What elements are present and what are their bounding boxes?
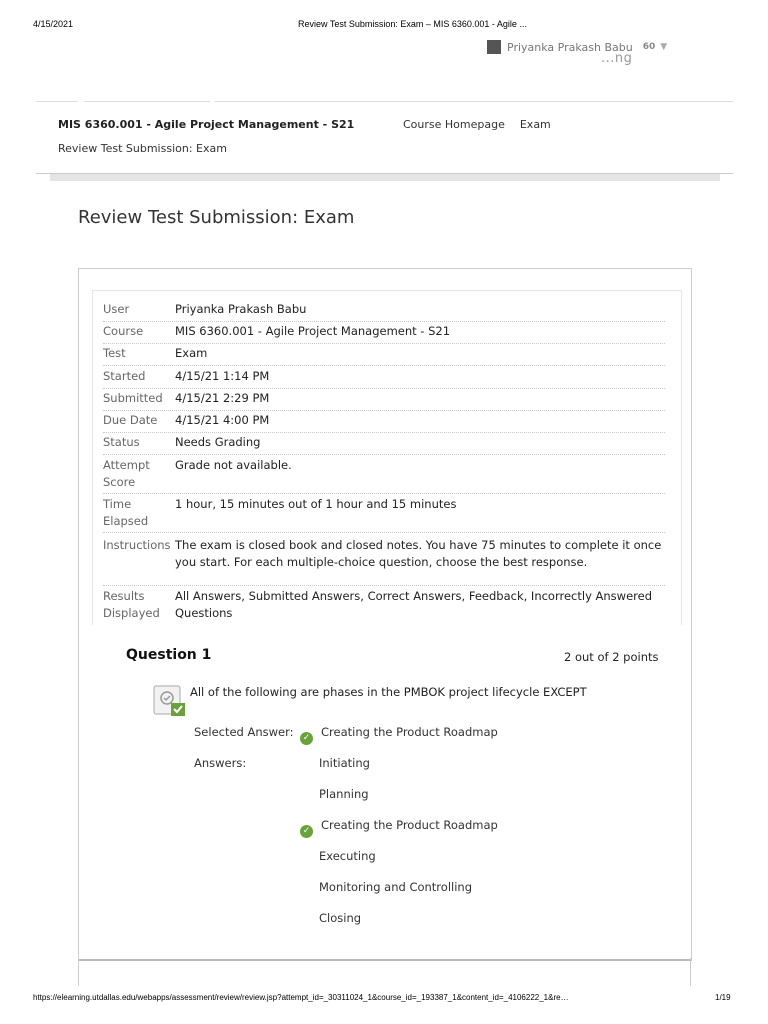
- info-row-status: [103, 434, 665, 455]
- nav-divider: [84, 101, 210, 102]
- info-label: Submitted: [103, 391, 163, 405]
- nav-divider: [215, 101, 733, 102]
- breadcrumb-bar: [50, 173, 720, 181]
- info-value: All Answers, Submitted Answers, Correct Answers, Feedback, Incorrectly Answered Questions: [175, 589, 653, 620]
- info-row-test: [103, 345, 665, 366]
- check-icon: ✓: [300, 825, 313, 838]
- avatar: [487, 40, 501, 54]
- breadcrumb-exam[interactable]: Exam: [519, 118, 551, 131]
- info-value: Exam: [175, 346, 208, 360]
- info-value: Priyanka Prakash Babu: [175, 302, 307, 316]
- info-row-attempt-score: [103, 457, 665, 494]
- info-label: Due Date: [103, 413, 158, 427]
- breadcrumb-current: Review Test Submission: Exam: [58, 142, 227, 155]
- question-container: [80, 626, 689, 956]
- brand-logo: ...ng: [601, 51, 633, 66]
- info-row-course: [103, 323, 665, 344]
- answer-option: Initiating: [319, 756, 370, 770]
- nav-divider: [36, 101, 78, 102]
- info-row-results-displayed: [103, 588, 665, 625]
- check-icon: ✓: [300, 732, 313, 745]
- info-row-time-elapsed: [103, 496, 665, 533]
- info-label: Results Displayed: [103, 589, 160, 620]
- info-value: 1 hour, 15 minutes out of 1 hour and 15 minutes: [175, 497, 457, 511]
- info-value: The exam is closed book and closed notes. You have 75 minutes to complete it once you start. For each multiple-choice question, choose the best response.: [175, 538, 662, 569]
- correct-answer-icon: [153, 684, 186, 717]
- info-value: Grade not available.: [175, 458, 292, 472]
- print-date: 4/15/2021: [33, 19, 74, 29]
- info-value: 4/15/21 2:29 PM: [175, 391, 270, 405]
- page-title: Review Test Submission: Exam: [78, 207, 355, 228]
- selected-answer-value: Creating the Product Roadmap: [321, 725, 498, 739]
- breadcrumb-course[interactable]: MIS 6360.001 - Agile Project Management - S21: [58, 118, 355, 131]
- question-points: 2 out of 2 points: [564, 650, 659, 664]
- print-page-number: 1/19: [715, 993, 731, 1002]
- info-label: Attempt Score: [103, 458, 150, 489]
- breadcrumb-course-homepage[interactable]: Course Homepage: [403, 118, 505, 131]
- chevron-down-icon[interactable]: ▼: [660, 42, 668, 52]
- answer-option: Closing: [319, 911, 362, 925]
- info-value: 4/15/21 1:14 PM: [175, 369, 270, 383]
- info-row-started: [103, 368, 665, 389]
- user-name: Priyanka Prakash Babu: [507, 40, 633, 54]
- question-title: Question 1: [126, 647, 212, 663]
- info-row-submitted: [103, 390, 665, 411]
- submission-info-table: [92, 290, 682, 625]
- info-label: Time Elapsed: [103, 497, 149, 528]
- notification-badge[interactable]: 60: [642, 42, 656, 52]
- answer-option: Planning: [319, 787, 369, 801]
- divider: [78, 958, 79, 986]
- info-row-user: [103, 301, 665, 322]
- info-row-due-date: [103, 412, 665, 433]
- info-label: Instructions: [103, 538, 171, 552]
- answers-label: Answers:: [194, 756, 247, 770]
- info-value: 4/15/21 4:00 PM: [175, 413, 270, 427]
- info-label: Status: [103, 435, 140, 449]
- info-label: Course: [103, 324, 144, 338]
- info-label: Started: [103, 369, 146, 383]
- info-label: Test: [103, 346, 126, 360]
- user-menu[interactable]: [487, 40, 667, 54]
- divider: [690, 958, 691, 986]
- selected-answer-label: Selected Answer:: [194, 725, 294, 739]
- info-value: Needs Grading: [175, 435, 261, 449]
- question-text: All of the following are phases in the PMBOK project lifecycle EXCEPT: [190, 685, 587, 699]
- answer-option: Executing: [319, 849, 376, 863]
- info-row-instructions: [103, 537, 665, 586]
- print-title: Review Test Submission: Exam – MIS 6360.001 - Agile ...: [298, 19, 527, 29]
- breadcrumb: [403, 118, 551, 131]
- print-url: https://elearning.utdallas.edu/webapps/assessment/review/review.jsp?attempt_id=_30311024_1&course_id=_193387_1&content_id=_4106222_1&re…: [33, 993, 569, 1002]
- info-label: User: [103, 302, 130, 316]
- info-value: MIS 6360.001 - Agile Project Management - S21: [175, 324, 451, 338]
- answer-option: Monitoring and Controlling: [319, 880, 472, 894]
- answer-option-correct: Creating the Product Roadmap: [321, 818, 498, 832]
